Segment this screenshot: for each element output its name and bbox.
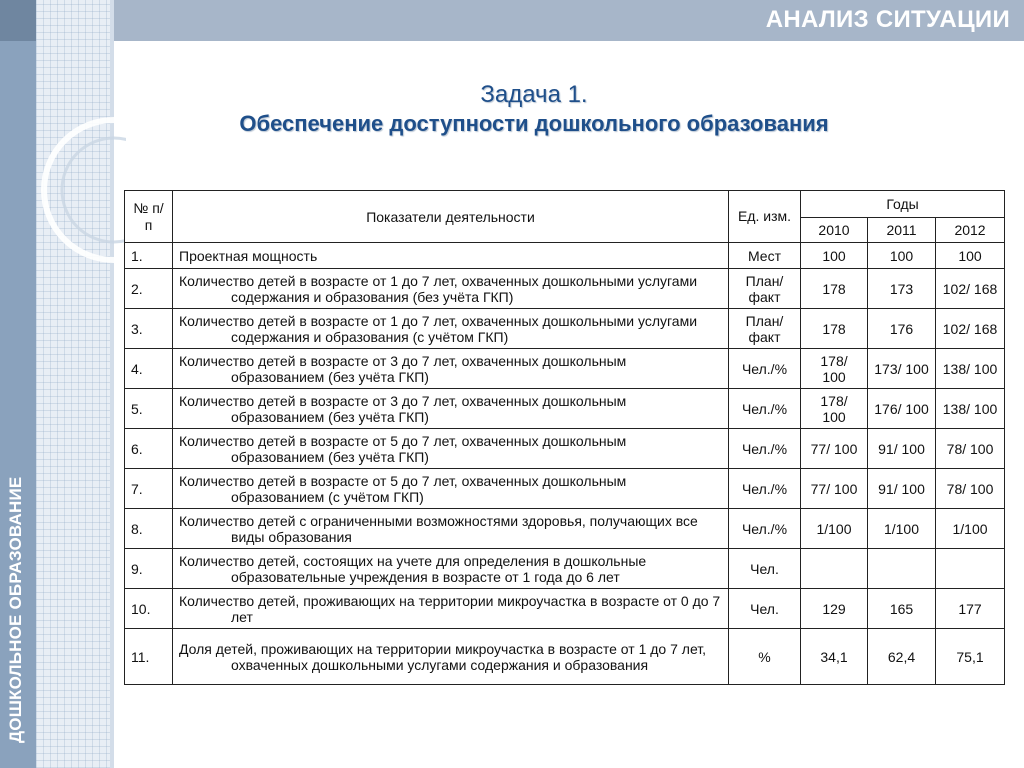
row-unit: Чел. <box>729 549 801 589</box>
row-value-2010: 178/ 100 <box>801 349 868 389</box>
row-value-2012: 177 <box>936 589 1005 629</box>
header-bar <box>0 0 1024 41</box>
row-indicator <box>173 469 729 509</box>
row-unit: План/ факт <box>729 269 801 309</box>
sidebar-top-block <box>0 0 36 41</box>
row-value-2011: 176/ 100 <box>868 389 936 429</box>
row-value-2010: 100 <box>801 243 868 269</box>
row-value-2012: 78/ 100 <box>936 429 1005 469</box>
row-indicator-text: Количество детей в возрасте от 5 до 7 лет, охваченных дошкольным образованием (с учётом ГКП) <box>179 472 627 505</box>
row-number: 5. <box>125 389 173 429</box>
table-row <box>125 389 1005 429</box>
table-row <box>125 243 1005 269</box>
row-unit: Чел./% <box>729 509 801 549</box>
decorative-circles-graphic <box>36 40 126 300</box>
header-number: № п/п <box>125 191 173 243</box>
decorative-circle-outer <box>44 120 126 260</box>
row-value-2011: 100 <box>868 243 936 269</box>
table-row <box>125 549 1005 589</box>
table-row <box>125 269 1005 309</box>
row-unit: Чел./% <box>729 469 801 509</box>
task-title-heading: Обеспечение доступности дошкольного образования <box>239 111 829 136</box>
header-indicator: Показатели деятельности <box>173 191 729 243</box>
row-number: 7. <box>125 469 173 509</box>
row-number: 9. <box>125 549 173 589</box>
row-value-2012: 138/ 100 <box>936 389 1005 429</box>
row-value-2012 <box>936 549 1005 589</box>
row-value-2012: 100 <box>936 243 1005 269</box>
row-number: 10. <box>125 589 173 629</box>
header-years: Годы <box>801 191 1005 218</box>
row-number: 3. <box>125 309 173 349</box>
row-indicator-text: Количество детей в возрасте от 1 до 7 лет, охваченных дошкольными услугами содержания и образования (с учётом ГКП) <box>179 312 698 345</box>
header-year-2010: 2010 <box>801 218 868 243</box>
row-value-2012: 75,1 <box>936 629 1005 685</box>
row-value-2012: 102/ 168 <box>936 309 1005 349</box>
row-value-2011: 91/ 100 <box>868 429 936 469</box>
row-indicator-text: Количество детей в возрасте от 5 до 7 лет, охваченных дошкольным образованием (без учёта ГКП) <box>179 432 627 465</box>
slide-title <box>114 80 1024 138</box>
row-indicator-text: Количество детей в возрасте от 3 до 7 лет, охваченных дошкольным образованием (без учёта ГКП) <box>179 392 627 425</box>
row-value-2011: 1/100 <box>868 509 936 549</box>
row-indicator-text: Количество детей в возрасте от 1 до 7 лет, охваченных дошкольными услугами содержания и образования (без учёта ГКП) <box>179 272 698 305</box>
row-indicator <box>173 549 729 589</box>
table-row <box>125 589 1005 629</box>
section-title: АНАЛИЗ СИТУАЦИИ <box>765 6 1010 33</box>
row-value-2010: 178 <box>801 269 868 309</box>
row-indicator <box>173 309 729 349</box>
row-value-2012: 138/ 100 <box>936 349 1005 389</box>
row-indicator-text: Количество детей с ограниченными возможностями здоровья, получающих все виды образования <box>179 512 698 545</box>
row-indicator <box>173 269 729 309</box>
row-value-2011 <box>868 549 936 589</box>
row-indicator-text: Количество детей, состоящих на учете для определения в дошкольные образовательные учреждения в возрасте от 1 года до 6 лет <box>179 552 647 585</box>
row-indicator-text: Проектная мощность <box>179 247 318 264</box>
row-value-2012: 102/ 168 <box>936 269 1005 309</box>
row-value-2011: 62,4 <box>868 629 936 685</box>
row-number: 2. <box>125 269 173 309</box>
row-indicator-text: Количество детей в возрасте от 3 до 7 лет, охваченных дошкольным образованием (без учёта ГКП) <box>179 352 627 385</box>
row-value-2011: 173 <box>868 269 936 309</box>
row-value-2012: 78/ 100 <box>936 469 1005 509</box>
row-indicator <box>173 389 729 429</box>
row-value-2010: 1/100 <box>801 509 868 549</box>
indicators-table <box>124 190 1005 685</box>
row-indicator <box>173 509 729 549</box>
header-year-2011: 2011 <box>868 218 936 243</box>
row-unit: Мест <box>729 243 801 269</box>
row-value-2011: 176 <box>868 309 936 349</box>
table-row <box>125 469 1005 509</box>
row-number: 1. <box>125 243 173 269</box>
left-sidebar-strip <box>0 0 36 768</box>
row-unit: Чел./% <box>729 389 801 429</box>
row-indicator <box>173 429 729 469</box>
row-indicator <box>173 589 729 629</box>
row-number: 8. <box>125 509 173 549</box>
row-indicator <box>173 243 729 269</box>
row-value-2010: 178 <box>801 309 868 349</box>
row-value-2011: 165 <box>868 589 936 629</box>
table-row <box>125 429 1005 469</box>
row-value-2010: 178/ 100 <box>801 389 868 429</box>
row-number: 6. <box>125 429 173 469</box>
task-number-heading: Задача 1. <box>480 81 588 108</box>
row-unit: % <box>729 629 801 685</box>
row-unit: Чел./% <box>729 349 801 389</box>
row-indicator <box>173 349 729 389</box>
decorative-circle-inner <box>62 138 126 242</box>
row-value-2012: 1/100 <box>936 509 1005 549</box>
row-unit: Чел./% <box>729 429 801 469</box>
row-value-2010: 77/ 100 <box>801 469 868 509</box>
header-year-2012: 2012 <box>936 218 1005 243</box>
table-row <box>125 629 1005 685</box>
row-value-2010: 34,1 <box>801 629 868 685</box>
row-value-2010 <box>801 549 868 589</box>
row-number: 11. <box>125 629 173 685</box>
table-row <box>125 309 1005 349</box>
row-number: 4. <box>125 349 173 389</box>
row-unit: Чел. <box>729 589 801 629</box>
row-value-2011: 91/ 100 <box>868 469 936 509</box>
table-row <box>125 509 1005 549</box>
sidebar-vertical-label: ДОШКОЛЬНОЕ ОБРАЗОВАНИЕ <box>6 476 25 743</box>
row-value-2010: 129 <box>801 589 868 629</box>
row-indicator <box>173 629 729 685</box>
row-unit: План/ факт <box>729 309 801 349</box>
row-value-2010: 77/ 100 <box>801 429 868 469</box>
table-row <box>125 349 1005 389</box>
header-unit: Ед. изм. <box>729 191 801 243</box>
row-indicator-text: Доля детей, проживающих на территории микроучастка в возрасте от 1 до 7 лет, охваченных дошкольными услугами содержания и образования <box>179 640 707 673</box>
row-indicator-text: Количество детей, проживающих на территории микроучастка в возрасте от 0 до 7 лет <box>179 592 721 625</box>
row-value-2011: 173/ 100 <box>868 349 936 389</box>
